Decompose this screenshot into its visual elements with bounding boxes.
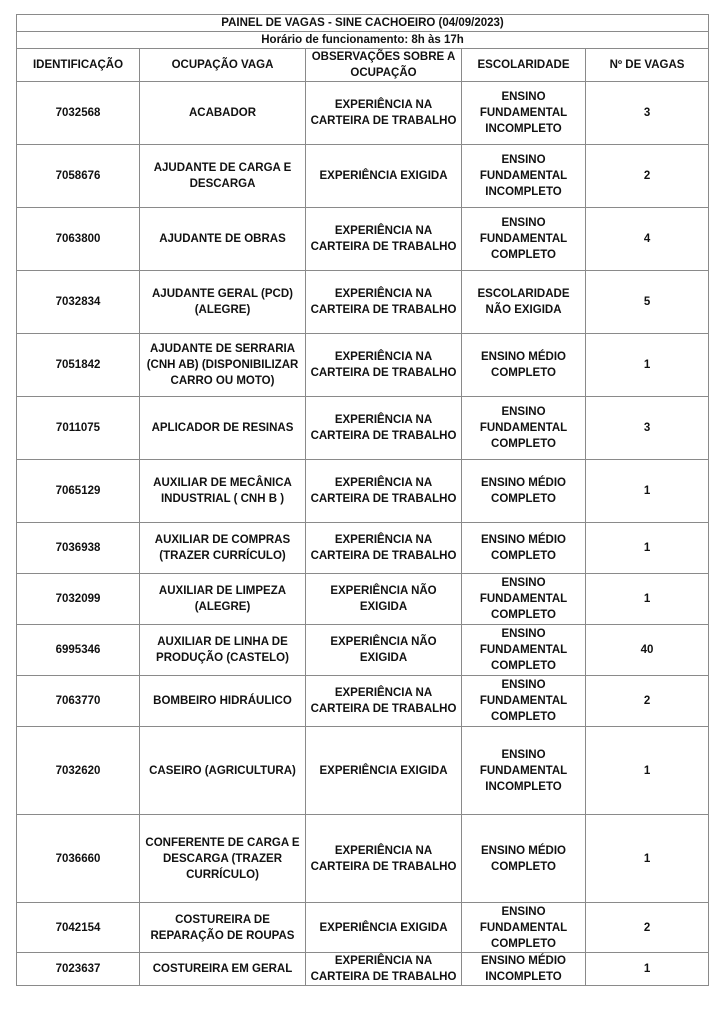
cell-occupation: COSTUREIRA DE REPARAÇÃO DE ROUPAS [140, 903, 306, 953]
cell-id: 7032099 [17, 574, 140, 625]
cell-occupation: ACABADOR [140, 82, 306, 145]
cell-occupation: AJUDANTE GERAL (PCD) (ALEGRE) [140, 271, 306, 334]
table-row [17, 460, 709, 523]
table-row [17, 334, 709, 397]
cell-id: 7023637 [17, 953, 140, 986]
cell-schooling: ENSINO MÉDIO COMPLETO [462, 523, 586, 574]
cell-occupation: AUXILIAR DE COMPRAS (TRAZER CURRÍCULO) [140, 523, 306, 574]
cell-schooling: ENSINO FUNDAMENTAL INCOMPLETO [462, 82, 586, 145]
cell-schooling: ENSINO FUNDAMENTAL INCOMPLETO [462, 727, 586, 815]
cell-observation: EXPERIÊNCIA NA CARTEIRA DE TRABALHO [306, 523, 462, 574]
job-vacancies-table [16, 14, 709, 986]
cell-schooling: ENSINO FUNDAMENTAL COMPLETO [462, 574, 586, 625]
cell-id: 7036660 [17, 815, 140, 903]
cell-observation: EXPERIÊNCIA NA CARTEIRA DE TRABALHO [306, 208, 462, 271]
cell-id: 7032568 [17, 82, 140, 145]
cell-observation: EXPERIÊNCIA NÃO EXIGIDA [306, 625, 462, 676]
cell-vacancies: 1 [586, 815, 709, 903]
table-row [17, 271, 709, 334]
cell-vacancies: 1 [586, 574, 709, 625]
table-row [17, 676, 709, 727]
column-header-occupation: OCUPAÇÃO VAGA [140, 49, 306, 82]
cell-observation: EXPERIÊNCIA NA CARTEIRA DE TRABALHO [306, 271, 462, 334]
cell-vacancies: 5 [586, 271, 709, 334]
cell-observation: EXPERIÊNCIA NA CARTEIRA DE TRABALHO [306, 397, 462, 460]
cell-observation: EXPERIÊNCIA EXIGIDA [306, 727, 462, 815]
cell-occupation: CASEIRO (AGRICULTURA) [140, 727, 306, 815]
cell-occupation: CONFERENTE DE CARGA E DESCARGA (TRAZER CURRÍCULO) [140, 815, 306, 903]
cell-id: 7051842 [17, 334, 140, 397]
cell-vacancies: 2 [586, 676, 709, 727]
cell-occupation: BOMBEIRO HIDRÁULICO [140, 676, 306, 727]
table-row [17, 903, 709, 953]
table-row [17, 523, 709, 574]
table-row [17, 145, 709, 208]
cell-schooling: ENSINO FUNDAMENTAL COMPLETO [462, 625, 586, 676]
cell-id: 7065129 [17, 460, 140, 523]
cell-id: 7032620 [17, 727, 140, 815]
column-header-vacancies: Nº DE VAGAS [586, 49, 709, 82]
cell-schooling: ENSINO FUNDAMENTAL COMPLETO [462, 676, 586, 727]
cell-id: 7032834 [17, 271, 140, 334]
cell-schooling: ESCOLARIDADE NÃO EXIGIDA [462, 271, 586, 334]
cell-vacancies: 3 [586, 397, 709, 460]
cell-schooling: ENSINO FUNDAMENTAL COMPLETO [462, 903, 586, 953]
table-row [17, 953, 709, 986]
cell-vacancies: 1 [586, 334, 709, 397]
cell-observation: EXPERIÊNCIA EXIGIDA [306, 145, 462, 208]
table-row [17, 625, 709, 676]
table-row [17, 727, 709, 815]
cell-occupation: AUXILIAR DE LINHA DE PRODUÇÃO (CASTELO) [140, 625, 306, 676]
cell-observation: EXPERIÊNCIA NA CARTEIRA DE TRABALHO [306, 676, 462, 727]
cell-schooling: ENSINO FUNDAMENTAL INCOMPLETO [462, 145, 586, 208]
cell-occupation: AJUDANTE DE CARGA E DESCARGA [140, 145, 306, 208]
cell-occupation: AUXILIAR DE MECÂNICA INDUSTRIAL ( CNH B ) [140, 460, 306, 523]
table-row [17, 82, 709, 145]
cell-vacancies: 2 [586, 903, 709, 953]
cell-schooling: ENSINO MÉDIO COMPLETO [462, 460, 586, 523]
cell-observation: EXPERIÊNCIA NA CARTEIRA DE TRABALHO [306, 460, 462, 523]
cell-id: 7058676 [17, 145, 140, 208]
cell-occupation: APLICADOR DE RESINAS [140, 397, 306, 460]
cell-id: 7011075 [17, 397, 140, 460]
cell-schooling: ENSINO MÉDIO COMPLETO [462, 334, 586, 397]
cell-schooling: ENSINO FUNDAMENTAL COMPLETO [462, 208, 586, 271]
cell-schooling: ENSINO FUNDAMENTAL COMPLETO [462, 397, 586, 460]
column-header-schooling: ESCOLARIDADE [462, 49, 586, 82]
cell-id: 7063770 [17, 676, 140, 727]
table-row [17, 815, 709, 903]
cell-id: 7042154 [17, 903, 140, 953]
table-row [17, 397, 709, 460]
opening-hours: Horário de funcionamento: 8h às 17h [17, 32, 709, 49]
cell-vacancies: 3 [586, 82, 709, 145]
cell-observation: EXPERIÊNCIA NÃO EXIGIDA [306, 574, 462, 625]
cell-vacancies: 1 [586, 953, 709, 986]
cell-occupation: COSTUREIRA EM GERAL [140, 953, 306, 986]
cell-occupation: AUXILIAR DE LIMPEZA (ALEGRE) [140, 574, 306, 625]
cell-vacancies: 1 [586, 460, 709, 523]
cell-observation: EXPERIÊNCIA NA CARTEIRA DE TRABALHO [306, 82, 462, 145]
cell-vacancies: 2 [586, 145, 709, 208]
cell-id: 7063800 [17, 208, 140, 271]
cell-occupation: AJUDANTE DE SERRARIA (CNH AB) (DISPONIBILIZAR CARRO OU MOTO) [140, 334, 306, 397]
page-title: PAINEL DE VAGAS - SINE CACHOEIRO (04/09/2023) [17, 15, 709, 32]
cell-vacancies: 40 [586, 625, 709, 676]
cell-observation: EXPERIÊNCIA EXIGIDA [306, 903, 462, 953]
cell-schooling: ENSINO MÉDIO COMPLETO [462, 815, 586, 903]
cell-vacancies: 4 [586, 208, 709, 271]
cell-schooling: ENSINO MÉDIO INCOMPLETO [462, 953, 586, 986]
cell-observation: EXPERIÊNCIA NA CARTEIRA DE TRABALHO [306, 953, 462, 986]
table-row [17, 208, 709, 271]
cell-observation: EXPERIÊNCIA NA CARTEIRA DE TRABALHO [306, 815, 462, 903]
column-header-id: IDENTIFICAÇÃO [17, 49, 140, 82]
table-row [17, 574, 709, 625]
cell-occupation: AJUDANTE DE OBRAS [140, 208, 306, 271]
cell-vacancies: 1 [586, 727, 709, 815]
cell-id: 6995346 [17, 625, 140, 676]
column-header-observation: OBSERVAÇÕES SOBRE A OCUPAÇÃO [306, 49, 462, 82]
cell-vacancies: 1 [586, 523, 709, 574]
cell-observation: EXPERIÊNCIA NA CARTEIRA DE TRABALHO [306, 334, 462, 397]
table-body [17, 82, 709, 986]
cell-id: 7036938 [17, 523, 140, 574]
